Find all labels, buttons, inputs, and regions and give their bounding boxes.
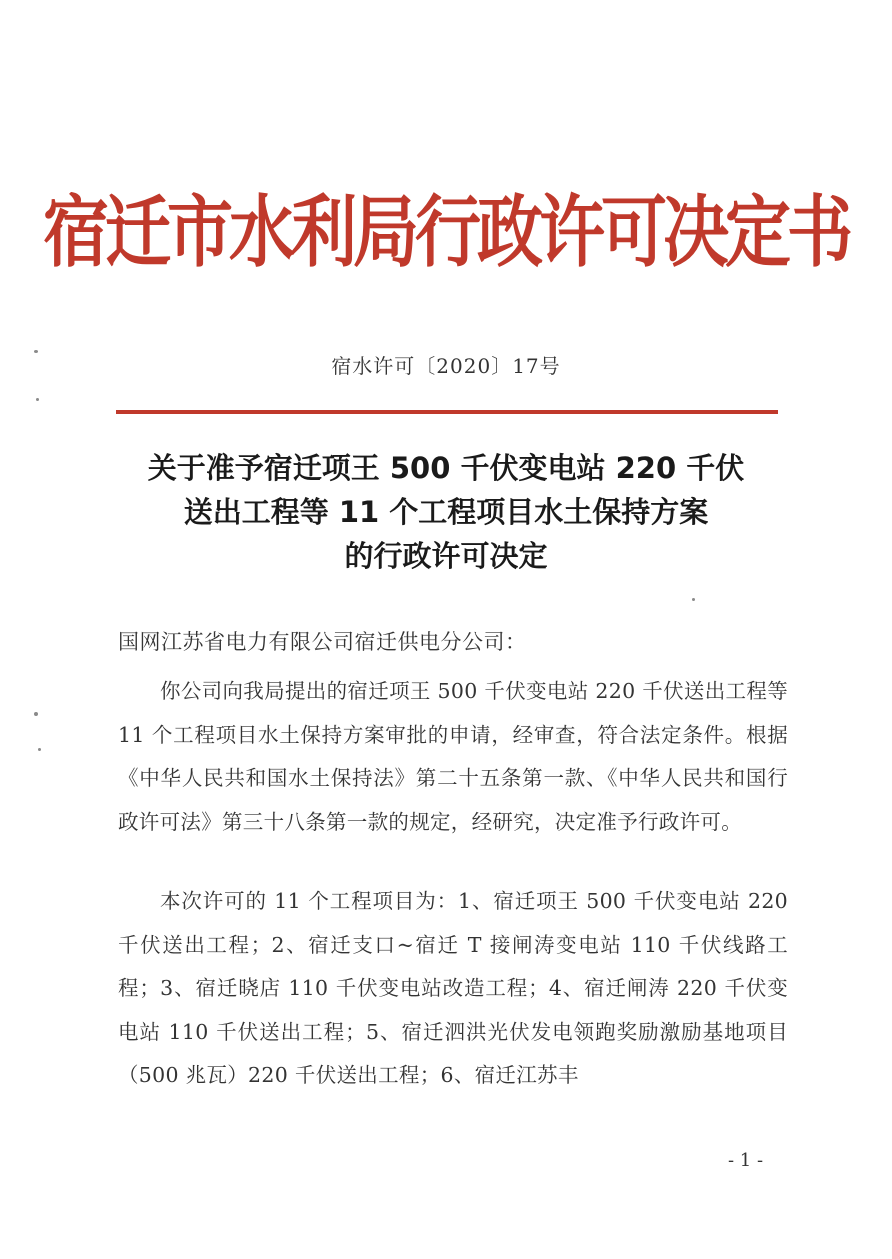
scan-speck (34, 350, 38, 353)
document-header: 宿迁市水利局行政许可决定书 (43, 185, 849, 279)
scan-speck (34, 712, 38, 716)
document-title (100, 446, 792, 578)
paragraph: 你公司向我局提出的宿迁项王 500 千伏变电站 220 千伏送出工程等 11 个工程项目水土保持方案审批的申请，经审查，符合法定条件。根据《中华人民共和国水土保持法》第二十五条第一款、《中华人民共和国行政许可法》第三十八条第一款的规定，经研究，决定准予行政许可。 (118, 679, 788, 834)
scan-speck (692, 598, 695, 601)
scan-speck (38, 748, 41, 751)
title-line-3: 的行政许可决定 (344, 539, 548, 573)
scan-speck (36, 398, 39, 401)
red-divider (116, 410, 778, 414)
page-number: - 1 - (728, 1150, 764, 1171)
salutation: 国网江苏省电力有限公司宿迁供电分公司： (118, 630, 527, 654)
paragraph: 本次许可的 11 个工程项目为：1、宿迁项王 500 千伏变电站 220 千伏送出工程；2、宿迁支口~宿迁 T 接闸涛变电站 110 千伏线路工程；3、宿迁晓店 110 千伏变电站改造工程；4、宿迁闸涛 220 千伏变电站 110 千伏送出工程；5、宿迁泗洪光伏发电领跑奖励激励基地项目（500 兆瓦）220 千伏送出工程；6、宿迁江苏丰 (118, 889, 788, 1087)
title-line-1: 关于准予宿迁项王 500 千伏变电站 220 千伏 (147, 451, 745, 485)
document-number: 宿水许可〔2020〕17号 (331, 354, 561, 378)
title-line-2: 送出工程等 11 个工程项目水土保持方案 (183, 495, 709, 529)
